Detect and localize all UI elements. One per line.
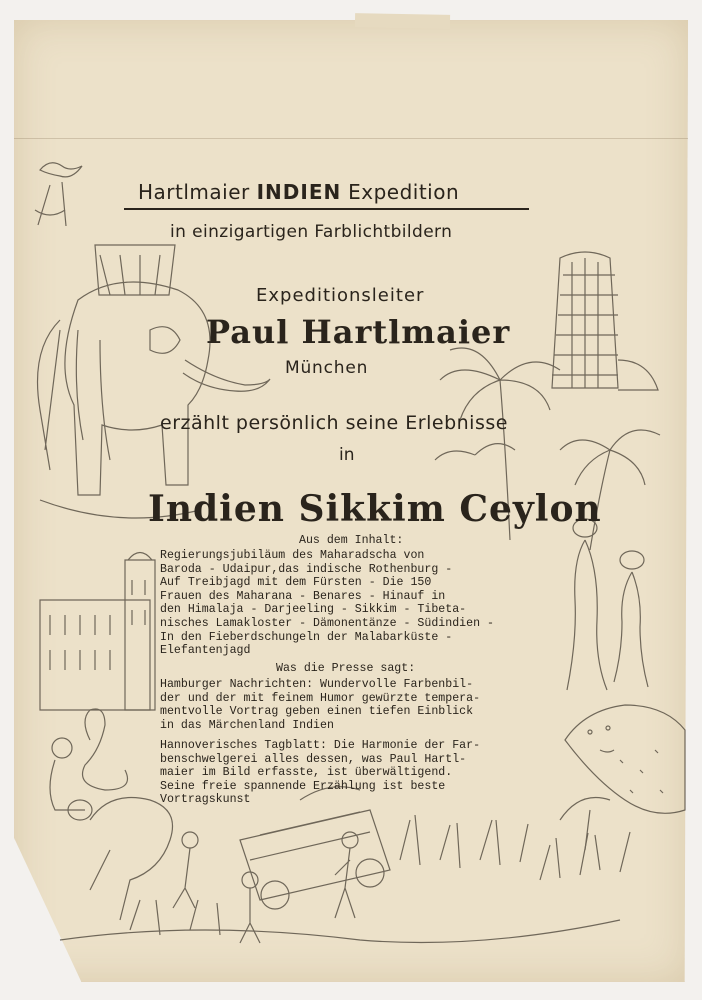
countries: Indien Sikkim Ceylon — [148, 488, 602, 530]
contents-line: nisches Lamakloster - Dämonentänze - Südindien - — [160, 616, 494, 630]
quote-line: benschwelgerei alles dessen, was Paul Hartl- — [160, 752, 467, 766]
palace-icon — [40, 553, 155, 711]
contents-list — [160, 549, 540, 658]
leader-label: Expeditionsleiter — [256, 285, 425, 306]
figures-icon — [173, 832, 358, 943]
headline-prefix: Hartlmaier — [138, 180, 250, 204]
contents-line: Frauen des Maharana - Benares - Hinauf in — [160, 589, 446, 603]
headline-bold: INDIEN — [256, 180, 342, 204]
contents-heading: Aus dem Inhalt: — [299, 534, 404, 547]
grass-icon — [60, 798, 630, 943]
contents-line: Regierungsjubiläum des Maharadscha von — [160, 549, 425, 562]
elephant-icon — [38, 245, 271, 518]
leader-name: Paul Hartlmaier — [206, 313, 511, 351]
temple-icon — [552, 252, 658, 390]
in-word: in — [339, 445, 355, 465]
contents-line: In den Fieberdschungeln der Malabarküste - — [160, 630, 453, 644]
quote-line: Vortragskunst — [160, 793, 251, 807]
headline-suffix: Expedition — [348, 180, 460, 204]
headline-underline — [124, 208, 529, 210]
quote-line: Hannoverisches Tagblatt: Die Harmonie der Far- — [160, 739, 481, 752]
quote-line: mentvolle Vortrag geben einen tiefen Einblick — [160, 705, 474, 719]
press-heading: Was die Presse sagt: — [276, 662, 416, 675]
bird-icon — [35, 163, 82, 226]
quote-line: Hamburger Nachrichten: Wundervolle Farbenbil- — [160, 678, 474, 691]
cobra-icon — [50, 709, 128, 810]
contents-line: Elefantenjagd — [160, 644, 251, 658]
contents-line: den Himalaja - Darjeeling - Sikkim - Tibeta- — [160, 603, 467, 617]
tells-line: erzählt persönlich seine Erlebnisse — [160, 412, 508, 434]
quote-line: maier im Bild erfasste, ist überwältigend. — [160, 766, 453, 780]
cheetah-icon — [565, 705, 685, 813]
quote-line: der und der mit feinem Humor gewürzte tempera- — [160, 691, 481, 705]
contents-line: Auf Treibjagd mit dem Fürsten - Die 150 — [160, 576, 432, 590]
city: München — [285, 358, 369, 378]
monkey-icon — [68, 798, 173, 921]
headline — [138, 180, 459, 204]
quote-line: in das Märchenland Indien — [160, 718, 334, 732]
contents-line: Baroda - Udaipur,das indische Rothenburg - — [160, 562, 453, 576]
water-carrier-icon — [567, 519, 648, 690]
press-quote-1 — [160, 678, 540, 732]
subtitle: in einzigartigen Farblichtbildern — [170, 222, 453, 242]
quote-line: Seine freie spannende Erzählung ist beste — [160, 779, 446, 793]
press-quote-2 — [160, 739, 540, 807]
